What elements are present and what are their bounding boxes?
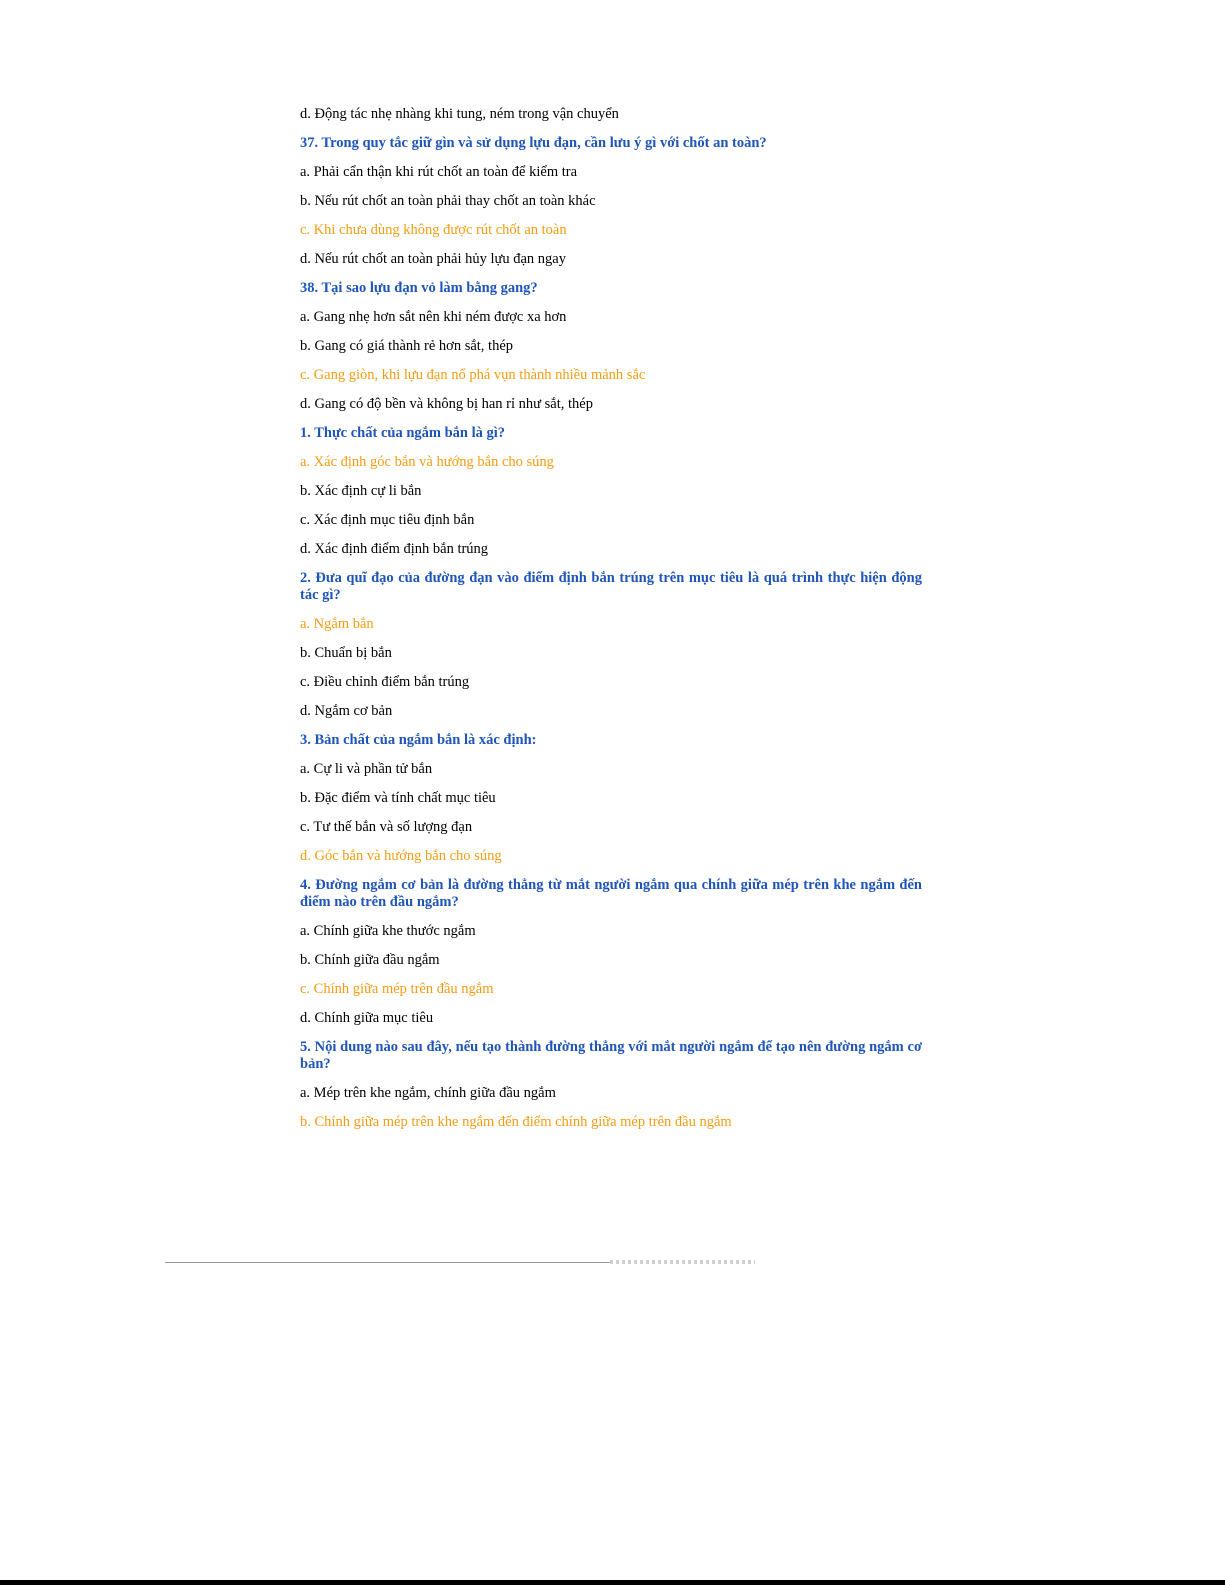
answer-option: d. Nếu rút chốt an toàn phải hủy lựu đạn ngay [300,251,566,267]
answer-option: a. Cự li và phần tử bắn [300,761,433,777]
question-heading: 37. Trong quy tắc giữ gìn và sử dụng lựu đạn, cần lưu ý gì với chốt an toàn? [300,135,767,151]
question-heading: 4. Đường ngắm cơ bản là đường thẳng từ mắt người ngắm qua chính giữa mép trên khe ngắm đến điểm nào trên đầu ngắm? [300,877,922,910]
answer-option: b. Chính giữa đầu ngắm [300,952,440,968]
question-heading: 1. Thực chất của ngắm bắn là gì? [300,425,506,441]
answer-option-correct: c. Chính giữa mép trên đầu ngắm [300,981,494,997]
answer-option: d. Xác định điểm định bắn trúng [300,541,489,557]
page-bottom-edge [0,1580,1225,1585]
answer-option: b. Xác định cự li bắn [300,483,422,499]
question-list [300,106,922,1143]
footer-dotted-line [610,1260,755,1264]
answer-option: d. Chính giữa mục tiêu [300,1010,434,1026]
answer-option: a. Chính giữa khe thước ngắm [300,923,476,939]
question-heading: 38. Tại sao lựu đạn vỏ làm bằng gang? [300,280,538,296]
answer-option: c. Điều chỉnh điểm bắn trúng [300,674,470,690]
answer-option: b. Gang có giá thành rẻ hơn sắt, thép [300,338,514,354]
answer-option-correct: c. Gang giòn, khi lựu đạn nổ phá vụn thành nhiều mảnh sắc [300,367,646,383]
question-heading: 5. Nội dung nào sau đây, nếu tạo thành đường thẳng với mắt người ngắm để tạo nên đường ngắm cơ bản? [300,1039,922,1072]
answer-option-correct: c. Khi chưa dùng không được rút chốt an toàn [300,222,567,238]
answer-option: a. Gang nhẹ hơn sắt nên khi ném được xa hơn [300,309,567,325]
answer-option-correct: a. Xác định góc bắn và hướng bắn cho súng [300,454,554,470]
answer-option: a. Phải cẩn thận khi rút chốt an toàn để kiểm tra [300,164,578,180]
question-heading: 3. Bản chất của ngắm bắn là xác định: [300,732,537,748]
answer-option: c. Tư thế bắn và số lượng đạn [300,819,473,835]
answer-option: b. Đặc điểm và tính chất mục tiêu [300,790,496,806]
answer-option-correct: b. Chính giữa mép trên khe ngắm đến điểm chính giữa mép trên đầu ngắm [300,1114,732,1130]
answer-option: c. Xác định mục tiêu định bắn [300,512,475,528]
answer-option-correct: d. Góc bắn và hướng bắn cho súng [300,848,502,864]
answer-option: d. Ngắm cơ bản [300,703,393,719]
answer-option: d. Động tác nhẹ nhàng khi tung, ném trong vận chuyển [300,106,619,122]
answer-option: a. Mép trên khe ngắm, chính giữa đầu ngắm [300,1085,556,1101]
question-heading: 2. Đưa quĩ đạo của đường đạn vào điểm định bắn trúng trên mục tiêu là quá trình thực hiện động tác gì? [300,570,922,603]
answer-option: b. Chuẩn bị bắn [300,645,392,661]
answer-option: b. Nếu rút chốt an toàn phải thay chốt an toàn khác [300,193,596,209]
answer-option: d. Gang có độ bền và không bị han rỉ như sắt, thép [300,396,593,412]
answer-option-correct: a. Ngắm bắn [300,616,374,632]
